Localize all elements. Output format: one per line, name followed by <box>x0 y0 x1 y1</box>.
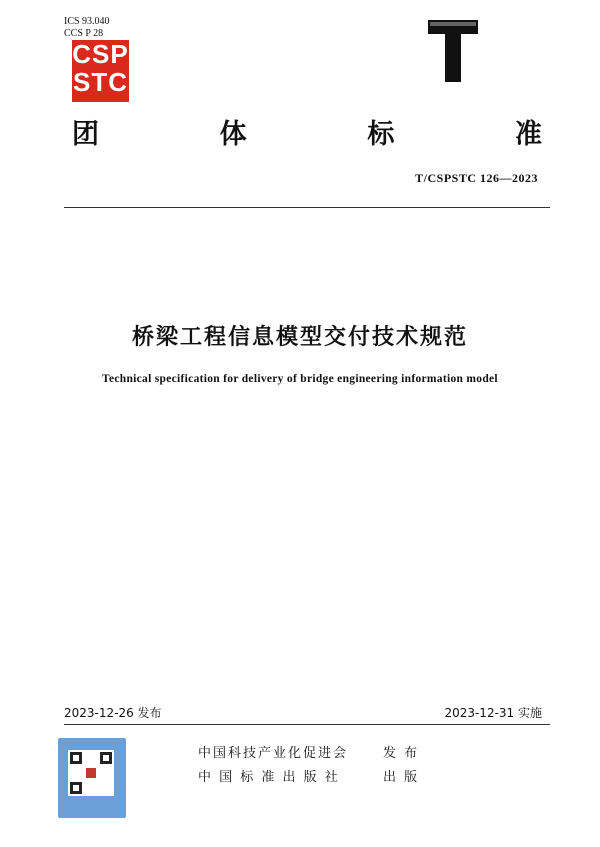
issue-date: 2023-12-26 发布 <box>64 706 162 720</box>
implement-date: 2023-12-31 实施 <box>444 706 542 720</box>
publisher-2-name: 中 国 标 准 出 版 社 <box>198 770 340 785</box>
qr-code-icon <box>68 750 114 796</box>
logo-line-2: STC <box>73 67 128 97</box>
heading-char-4: 准 <box>514 119 542 150</box>
classification-codes <box>64 16 110 40</box>
bottom-divider <box>64 724 550 725</box>
standard-type-letter <box>428 18 478 82</box>
title-chinese: 桥梁工程信息模型交付技术规范 <box>131 325 468 350</box>
group-standard-heading <box>72 112 542 151</box>
anti-counterfeit-qr-label <box>58 738 126 818</box>
logo-line-1: CSP <box>72 39 129 69</box>
standard-number: T/CSPSTC 126—2023 <box>415 171 538 185</box>
heading-char-3: 标 <box>367 119 395 150</box>
heading-char-1: 团 <box>72 119 99 150</box>
cspstc-logo <box>72 40 129 102</box>
publisher-1-action: 发 布 <box>383 746 420 761</box>
top-divider <box>64 207 550 208</box>
title-english: Technical specification for delivery of bridge engineering information model <box>102 373 498 385</box>
ics-code: ICS 93.040 <box>64 16 110 27</box>
heading-char-2: 体 <box>219 119 247 150</box>
ccs-code: CCS P 28 <box>64 28 104 39</box>
publisher-1-name: 中国科技产业化促进会 <box>198 746 349 761</box>
publisher-2-action: 出 版 <box>383 770 420 785</box>
